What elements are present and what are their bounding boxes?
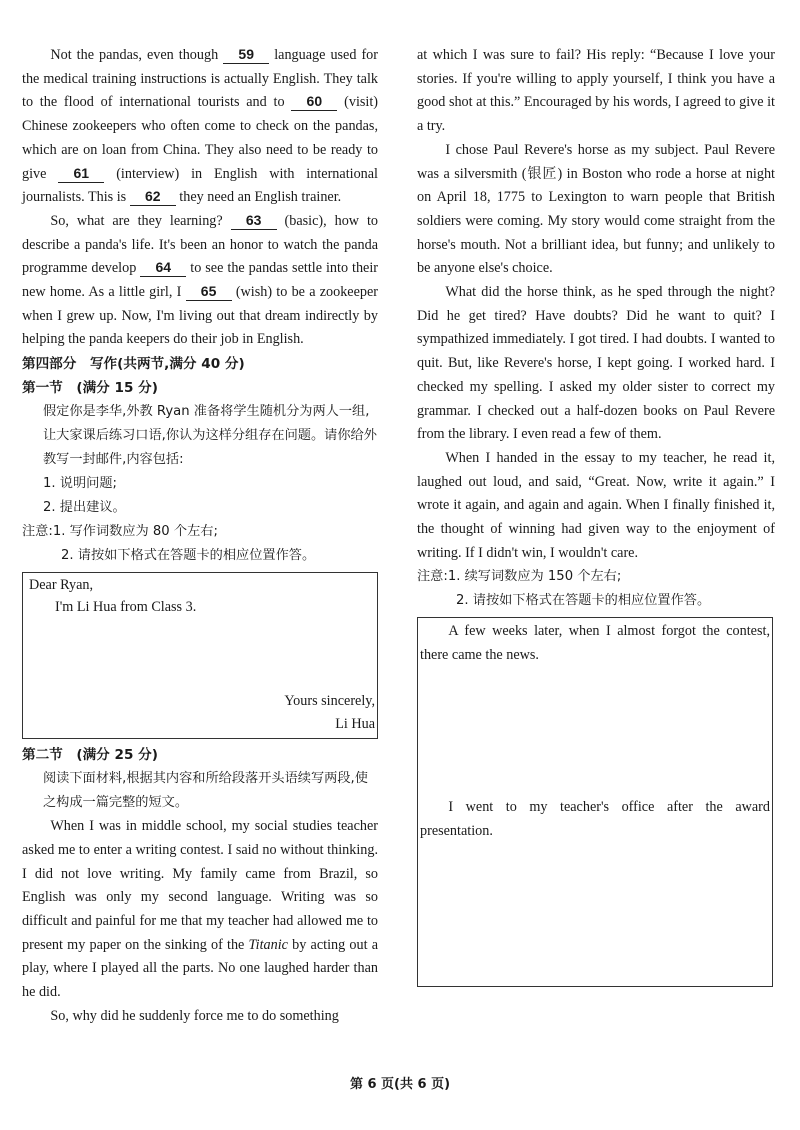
continuation-answer-box: [417, 617, 773, 987]
left-column: [22, 44, 378, 1028]
page-number: 第 6 页(共 6 页): [349, 1077, 451, 1092]
letter-answer-box: [22, 572, 378, 739]
right-column: [417, 44, 775, 987]
blank-59: 59: [223, 46, 269, 64]
section1-point: 1. 说明问题;: [43, 476, 117, 492]
passage-paragraph-1: Not the pandas, even though 59 language used for the medical training instructions is actually English. They talk to the flood of international tourists and to 60 (visit) Chinese zookeepers who often come to check on the pandas, which are on loan from China. They also need to be ready to give 61 (interview) in English with international journalists. This is 62 they need an English trainer.: [22, 46, 379, 206]
continuation-opening-1: A few weeks later, when I almost forgot the contest, there came the news.: [420, 623, 770, 664]
section1-heading: 第一节 (满分 15 分): [22, 380, 158, 397]
section2-note: 2. 请按如下格式在答题卡的相应位置作答。: [456, 593, 711, 609]
letter-greeting: Dear Ryan,: [29, 577, 94, 594]
section2-note: 注意:1. 续写词数应为 150 个左右;: [417, 569, 622, 585]
blank-63: 63: [231, 212, 277, 230]
letter-signature: Li Hua: [335, 716, 375, 733]
blank-61: 61: [58, 165, 104, 183]
blank-65: 65: [186, 283, 232, 301]
blank-62: 62: [130, 188, 176, 206]
part4-heading: 第四部分 写作(共两节,满分 40 分): [22, 356, 245, 373]
story-paragraph-5: When I handed in the essay to my teacher, he read it, laughed out loud, and said, “Great. Now, write it again.” I wrote it again, and again and again. When I finally finished it, the thought of winning had given way to the enjoyment of writing. If I didn't win, I wouldn't care.: [417, 449, 775, 561]
section1-prompt: 假定你是李华,外教 Ryan 准备将学生随机分为两人一组,让大家课后练习口语,你认为这样分组存在问题。请你给外教写一封邮件,内容包括:: [43, 404, 377, 468]
continuation-opening-2: I went to my teacher's office after the award presentation.: [420, 799, 770, 840]
story-paragraph-2-continued: at which I was sure to fail? His reply: “Because I love your stories. If you're willing to apply yourself, I think you have a good shot at this.” Encouraged by his words, I agreed to give it a try.: [417, 47, 775, 135]
section1-note: 注意:1. 写作词数应为 80 个左右;: [22, 524, 218, 540]
story-paragraph-2-start: So, why did he suddenly force me to do something: [50, 1007, 339, 1024]
story-paragraph-4: What did the horse think, as he sped through the night? Did he get tired? Have doubts? Did he want to quit? I sympathized immediately. I got tired. I had doubts. I wanted to quit. But, like Revere's horse, I kept going. I worked hard. I checked my spelling. I asked my older sister to correct my grammar. I checked out a half-dozen books on Paul Revere from the library. I even read a few of them.: [417, 284, 775, 443]
blank-64: 64: [140, 259, 186, 277]
section1-note: 2. 请按如下格式在答题卡的相应位置作答。: [61, 548, 316, 564]
section2-prompt: 阅读下面材料,根据其内容和所给段落开头语续写两段,使之构成一篇完整的短文。: [43, 771, 368, 811]
letter-opening: I'm Li Hua from Class 3.: [55, 599, 197, 616]
story-paragraph-1: When I was in middle school, my social studies teacher asked me to enter a writing contest. I said no without thinking. I did not love writing. My family came from Brazil, so English was only my second language. Writing was so difficult and painful for me that my teacher had allowed me to present my paper on the sinking of the Titanic by acting out a play, where I played all the parts. No one laughed harder than he did.: [22, 818, 378, 1001]
section1-point: 2. 提出建议。: [43, 500, 126, 516]
story-paragraph-3: I chose Paul Revere's horse as my subject. Paul Revere was a silversmith (银匠) in Boston who rode a horse at night on April 18, 1775 to Lexington to warn people that British soldiers were coming. My story would come straight from the horse's mouth. Not a brilliant idea, but funny; and unlikely to be anyone else's choice.: [417, 141, 775, 277]
section2-heading: 第二节 (满分 25 分): [22, 747, 158, 764]
blank-60: 60: [291, 93, 337, 111]
passage-paragraph-2: So, what are they learning? 63 (basic), how to describe a panda's life. It's been an honor to watch the panda programme develop 64 to see the pandas settle into their new home. As a little girl, I 65 (wish) to be a zookeeper when I grew up. Now, I'm living out that dream indirectly by helping the panda keepers do their job in English.: [22, 211, 379, 348]
letter-closing: Yours sincerely,: [284, 693, 375, 710]
